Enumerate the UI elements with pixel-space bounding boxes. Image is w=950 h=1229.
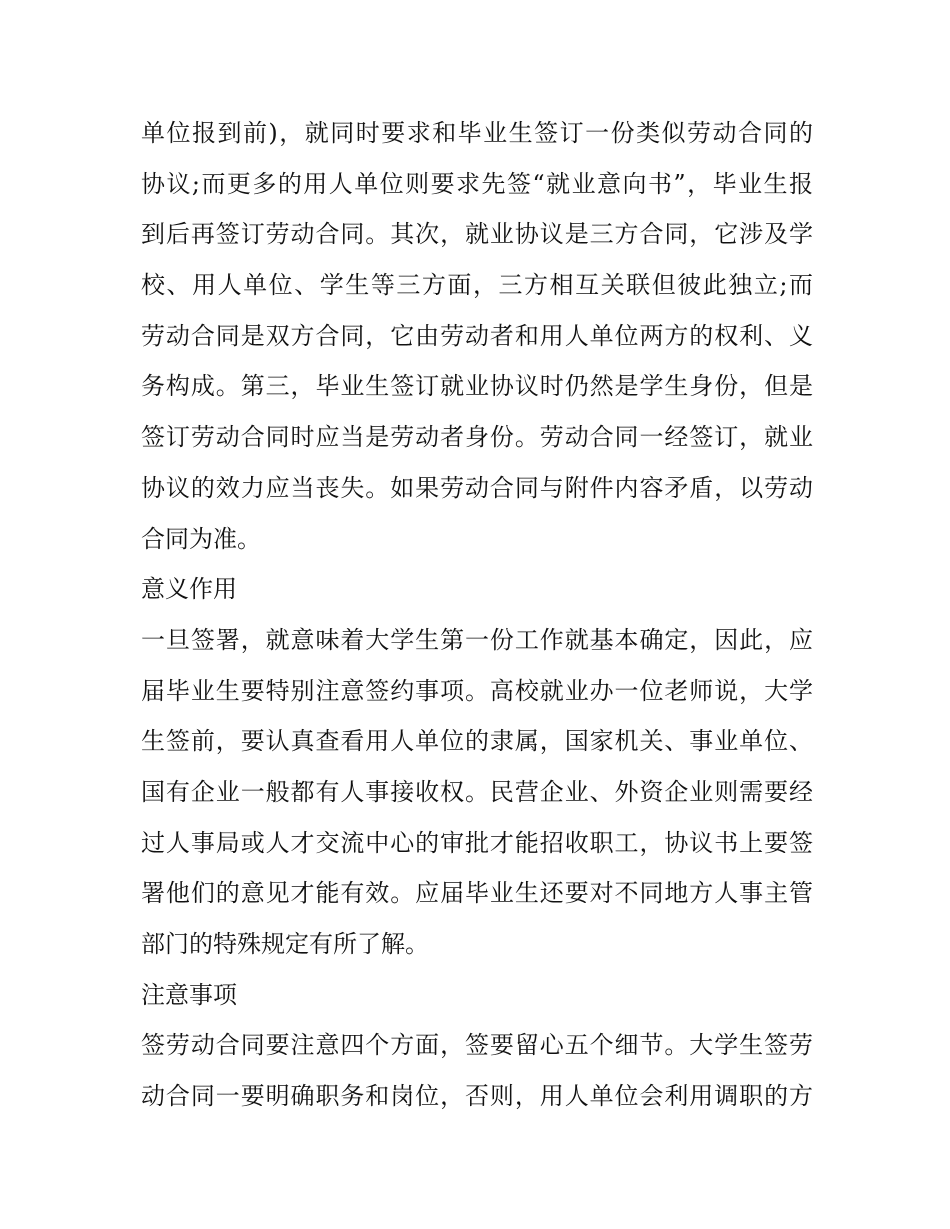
paragraph-line: 单位报到前)，就同时要求和毕业生签订一份类似劳动合同的	[141, 119, 813, 147]
paragraph-line: 一旦签署，就意味着大学生第一份工作就基本确定，因此，应	[141, 625, 813, 654]
paragraph-line: 到后再签订劳动合同。其次，就业协议是三方合同，它涉及学	[141, 220, 813, 249]
paragraph-line: 签订劳动合同时应当是劳动者身份。劳动合同一经签订，就业	[141, 423, 813, 452]
paragraph-line: 国有企业一般都有人事接收权。民营企业、外资企业则需要经	[141, 777, 813, 806]
paragraph-line: 校、用人单位、学生等三方面，三方相互关联但彼此独立;而	[141, 271, 813, 300]
paragraph-line: 生签前，要认真查看用人单位的隶属，国家机关、事业单位、	[141, 727, 813, 756]
paragraph-line: 务构成。第三，毕业生签订就业协议时仍然是学生身份，但是	[141, 372, 813, 401]
paragraph-line: 签劳动合同要注意四个方面，签要留心五个细节。大学生签劳	[141, 1031, 813, 1060]
paragraph-line: 部门的特殊规定有所了解。	[141, 930, 429, 958]
paragraph-line: 署他们的意见才能有效。应届毕业生还要对不同地方人事主管	[141, 879, 813, 908]
section-heading: 意义作用	[141, 575, 237, 604]
paragraph-line: 协议;而更多的用人单位则要求先签“就业意向书”，毕业生报	[141, 169, 813, 198]
paragraph-line: 协议的效力应当丧失。如果劳动合同与附件内容矛盾，以劳动	[141, 473, 813, 502]
paragraph-line: 届毕业生要特别注意签约事项。高校就业办一位老师说，大学	[141, 676, 813, 705]
paragraph-line: 劳动合同是双方合同，它由劳动者和用人单位两方的权利、义	[141, 321, 813, 350]
section-heading: 注意事项	[141, 980, 237, 1009]
document-body	[141, 108, 813, 1122]
paragraph-line: 动合同一要明确职务和岗位，否则，用人单位会利用调职的方	[141, 1082, 813, 1111]
paragraph-line: 合同为准。	[141, 524, 261, 553]
paragraph-line: 过人事局或人才交流中心的审批才能招收职工，协议书上要签	[141, 828, 813, 857]
